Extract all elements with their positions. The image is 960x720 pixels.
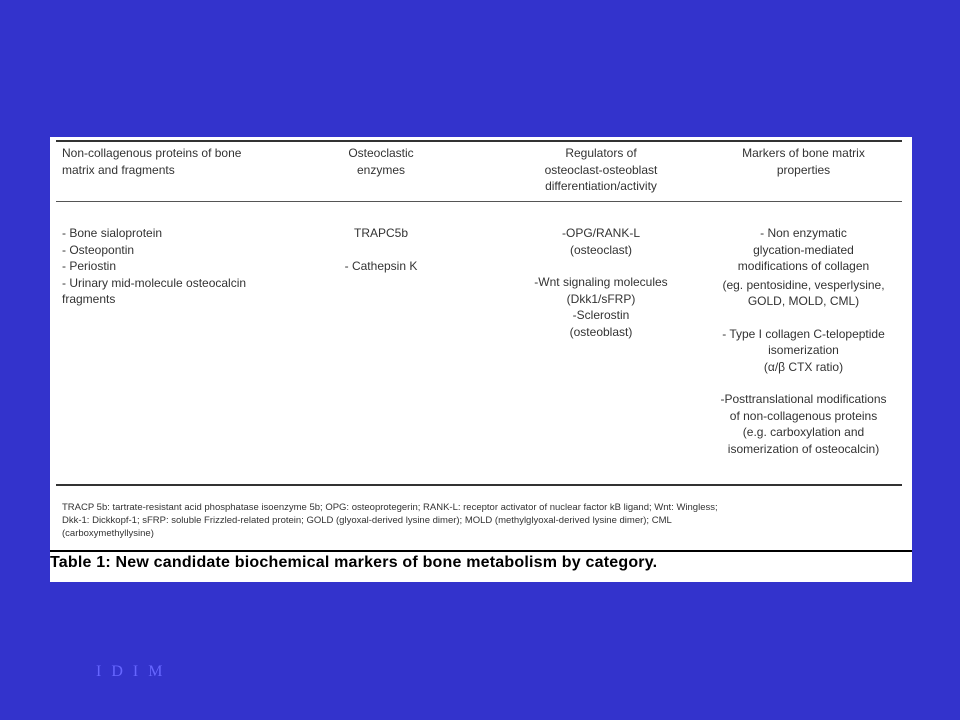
table-footnote xyxy=(62,501,872,540)
list-item: (osteoblast) xyxy=(569,324,633,339)
header-bone-matrix-markers xyxy=(706,145,901,178)
header-osteoclastic-enzymes xyxy=(311,145,451,178)
list-item: isomerization xyxy=(768,343,839,357)
header-noncollagenous-proteins xyxy=(62,145,307,178)
list-item: modifications of collagen xyxy=(737,259,870,273)
list-item: - Urinary mid-molecule osteocalcin xyxy=(62,275,247,290)
table-figure xyxy=(50,137,912,582)
footnote-line: (carboxymethyllysine) xyxy=(62,528,154,539)
cell-bone-matrix-markers xyxy=(706,225,901,457)
list-item: of non-collagenous proteins xyxy=(729,408,878,423)
list-item: - Bone sialoprotein xyxy=(62,226,163,240)
header-line: Markers of bone matrix xyxy=(742,146,865,160)
table-bottom-rule xyxy=(56,484,902,486)
list-item: (e.g. carboxylation and xyxy=(742,425,865,439)
spacer xyxy=(706,375,901,391)
list-item: isomerization of osteocalcin) xyxy=(727,441,880,456)
table-top-rule xyxy=(56,140,902,142)
list-item: (α/β CTX ratio) xyxy=(763,359,844,374)
list-item: (osteoclast) xyxy=(569,242,633,257)
list-item: -Wnt signaling molecules xyxy=(534,275,668,289)
header-line: matrix and fragments xyxy=(62,162,175,177)
header-regulators xyxy=(496,145,706,195)
header-divider-rule xyxy=(56,201,902,202)
list-item: TRAPC5b xyxy=(353,226,409,240)
footnote-line: Dkk-1: Dickkopf-1; sFRP: soluble Frizzled-related protein; GOLD (glyoxal-derived lysine dimer); MOLD (methylglyoxal-derived lysine dimer); CML xyxy=(62,515,672,526)
list-item: fragments xyxy=(62,292,116,306)
list-item: -Posttranslational modifications xyxy=(720,392,887,406)
footer-logo-text: I D I M xyxy=(96,663,166,680)
footnote-line: TRACP 5b: tartrate-resistant acid phosphatase isoenzyme 5b; OPG: osteoprotegerin; RANK-L: receptor activator of nuclear factor kB ligand; Wnt: Wingless; xyxy=(62,502,718,513)
list-item: - Cathepsin K xyxy=(344,258,418,273)
cell-osteoclastic-enzymes xyxy=(311,225,451,274)
list-item: -OPG/RANK-L xyxy=(561,226,640,240)
markers-table xyxy=(56,137,902,551)
header-line: Non-collagenous proteins of bone xyxy=(62,146,242,160)
list-item: - Non enzymatic xyxy=(760,226,847,240)
list-item: - Type I collagen C-telopeptide xyxy=(722,326,885,341)
header-line: Osteoclastic xyxy=(348,146,414,160)
cell-regulators xyxy=(496,225,706,340)
list-item: (eg. pentosidine, vesperlysine, xyxy=(722,277,885,292)
list-item: glycation-mediated xyxy=(753,242,854,257)
header-line: properties xyxy=(776,162,831,177)
list-item: - Osteopontin xyxy=(62,242,135,257)
header-line: Regulators of xyxy=(565,146,637,160)
cell-noncollagenous-proteins xyxy=(62,225,307,308)
spacer xyxy=(311,242,451,258)
spacer xyxy=(706,310,901,326)
list-item: - Periostin xyxy=(62,259,117,273)
list-item: (Dkk1/sFRP) xyxy=(566,291,636,306)
list-item: GOLD, MOLD, CML) xyxy=(747,294,860,308)
spacer xyxy=(496,258,706,274)
header-line: enzymes xyxy=(356,162,406,177)
table-caption: Table 1: New candidate biochemical markers of bone metabolism by category. xyxy=(50,554,658,571)
caption-rule xyxy=(50,550,912,552)
header-line: differentiation/activity xyxy=(545,179,657,193)
header-line: osteoclast-osteoblast xyxy=(544,162,658,177)
list-item: -Sclerostin xyxy=(572,308,630,322)
